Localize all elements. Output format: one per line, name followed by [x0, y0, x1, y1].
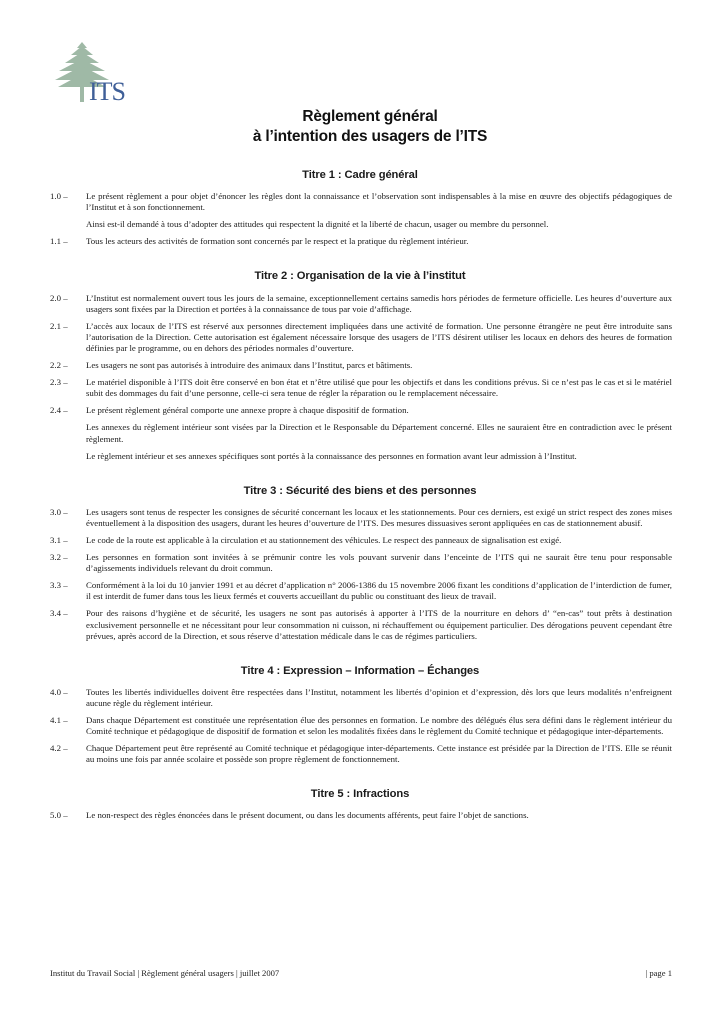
- article-number: 3.2 –: [50, 552, 68, 563]
- article-body: [86, 715, 672, 737]
- article-body: [86, 293, 672, 315]
- logo-text: ITS: [89, 77, 125, 106]
- article-number: 2.4 –: [50, 405, 68, 416]
- article-number: 4.1 –: [50, 715, 68, 725]
- title-line-2: à l’intention des usagers de l’ITS: [252, 128, 488, 145]
- article-paragraph: Toutes les libertés individuelles doivent être respectées dans l’Institut, notamment les libertés d’opinion et d’expression, dès lors que leurs modalités n’enfreignent aucune règle du règlement intérieur.: [86, 686, 672, 708]
- article-paragraph: Le matériel disponible à l’ITS doit être conservé en bon état et n’être utilisé que pour les objectifs et dans les conditions prévus. Si ce n’est pas le cas et si le matériel subit des dommages du fait d’une personne, celle-ci sera tenue de régler la réparation ou le remplacement nécessaire.: [86, 377, 672, 399]
- article-paragraph: Le non-respect des règles énoncées dans le présent document, ou dans les documents afférents, peut faire l’objet de sanctions.: [86, 810, 529, 821]
- article-number: 2.2 –: [50, 360, 68, 371]
- article-item: [50, 191, 672, 230]
- article-number: 4.2 –: [50, 743, 68, 754]
- article-number: 5.0 –: [50, 810, 68, 821]
- article-body: [86, 743, 672, 765]
- article-number: 3.4 –: [50, 608, 68, 619]
- section-title: Titre 4 : Expression – Information – Échanges: [240, 664, 480, 677]
- section-title: Titre 1 : Cadre général: [302, 169, 418, 181]
- article-body: [86, 810, 672, 821]
- article-paragraph: Le présent règlement général comporte une annexe propre à chaque dispositif de formation.: [86, 405, 409, 416]
- article-paragraph: Dans chaque Département est constituée une représentation élue des personnes en formation. Le nombre des délégués élus sera défini dans le règlement intérieur du Comité technique et pédagogique de dispositif de formation et selon les modalités fixées dans le règlement du Comité technique et pédagogique inter-départements.: [86, 715, 672, 737]
- article-number: 3.0 –: [50, 506, 68, 517]
- article-paragraph: Les annexes du règlement intérieur sont visées par la Direction et le Responsable du Département concerné. Elles ne sauraient être en contradiction avec le présent règlement.: [86, 422, 672, 444]
- article-item: [50, 743, 672, 765]
- article-body: [86, 360, 672, 371]
- article-item: [50, 687, 672, 709]
- article-item: [50, 608, 672, 641]
- document-body: [50, 170, 672, 828]
- article-body: [86, 377, 672, 399]
- article-paragraph: Conformément à la loi du 10 janvier 1991 et au décret d’application n° 2006-1386 du 15 novembre 2006 fixant les conditions d’application de l’interdiction de fumer, il est interdit de fumer dans tous les lieux fermés et couverts accueillant du public ou constituant des lieux de travail.: [86, 580, 672, 602]
- article-paragraph: Chaque Département peut être représenté au Comité technique et pédagogique inter-départements. Cette instance est présidée par la Direction de l’ITS. Elle se réunit au moins une fois par année scolaire et possède son propre règlement de fonctionnement.: [86, 743, 672, 765]
- article-paragraph: Le code de la route est applicable à la circulation et au stationnement des véhicules. Le respect des panneaux de signalisation est exigé.: [86, 534, 562, 545]
- its-logo: [52, 40, 132, 106]
- cedar-tree-icon: [52, 40, 132, 106]
- article-body: [86, 191, 672, 230]
- document-title: [0, 107, 724, 147]
- page-footer: [50, 968, 672, 978]
- article-body: [86, 608, 672, 641]
- article-number: 2.0 –: [50, 292, 68, 303]
- article-item: [50, 360, 672, 371]
- section-title: Titre 2 : Organisation de la vie à l’institut: [254, 270, 466, 283]
- article-item: [50, 810, 672, 821]
- article-paragraph: Les personnes en formation sont invitées à se prémunir contre les vols pouvant survenir dans l’enceinte de l’ITS qui ne saurait être tenu pour responsable d’agissements individuels relevant du droit commun.: [86, 552, 672, 574]
- article-item: [50, 293, 672, 315]
- section-title: Titre 3 : Sécurité des biens et des personnes: [243, 484, 477, 497]
- article-number: 3.3 –: [50, 580, 68, 591]
- article-paragraph: Les usagers ne sont pas autorisés à introduire des animaux dans l’Institut, parcs et bâtiments.: [86, 360, 413, 371]
- article-item: [50, 507, 672, 529]
- article-item: [50, 321, 672, 354]
- section-title: Titre 5 : Infractions: [310, 788, 410, 801]
- footer-left: Institut du Travail Social | Règlement général usagers | juillet 2007: [50, 968, 280, 978]
- article-item: [50, 405, 672, 461]
- article-paragraph: L’Institut est normalement ouvert tous les jours de la semaine, exceptionnellement certains samedis hors périodes de fermeture officielle. Les heures d’ouverture aux usagers sont fixées par la Direction et portées à la connaissance de tous par voie d’affichage.: [86, 292, 672, 314]
- article-number: 1.1 –: [50, 236, 68, 247]
- article-body: [86, 405, 672, 461]
- article-paragraph: Le présent règlement a pour objet d’énoncer les règles dont la connaissance et l’observation sont indispensables à la mise en œuvre des objectifs pédagogiques de l’Institut et à son fonctionnement.: [86, 191, 672, 213]
- footer-page-number: | page 1: [645, 968, 672, 978]
- article-item: [50, 715, 672, 737]
- article-number: 2.3 –: [50, 377, 68, 388]
- article-body: [86, 507, 672, 529]
- article-paragraph: Le règlement intérieur et ses annexes spécifiques sont portés à la connaissance des personnes en formation avant leur admission à l’Institut.: [86, 450, 577, 461]
- article-body: [86, 535, 672, 546]
- article-paragraph: Pour des raisons d’hygiène et de sécurité, les usagers ne sont pas autorisés à apporter à l’ITS de la nourriture en dehors d’ “en-cas” tout prêts à destination exclusivement personnelle et ne nécessitant pour leur consommation ni cuisson, ni réchauffement ou équipement particulier. Des dérogations peuvent cependant être prévues, après accord de la Direction, et sous réserve d’attestation médicale dans le cas de régimes particuliers.: [86, 608, 672, 641]
- article-body: [86, 321, 672, 354]
- title-line-1: Règlement général: [302, 108, 438, 125]
- article-body: [86, 552, 672, 574]
- article-paragraph: Tous les acteurs des activités de formation sont concernés par le respect et la pratique du règlement intérieur.: [86, 236, 469, 247]
- article-paragraph: Les usagers sont tenus de respecter les consignes de sécurité concernant les locaux et les stationnements. Pour ces derniers, est exigé un strict respect des zones mises éventuellement à la disposition des usagers, durant les heures d’ouverture de l’ITS. Des mesures dissuasives seront appliquées en cas de stationnement abusif.: [86, 506, 672, 528]
- article-body: [86, 687, 672, 709]
- article-paragraph: L’accès aux locaux de l’ITS est réservé aux personnes directement impliquées dans une activité de formation. Une personne étrangère ne peut être introduite sans l’autorisation de la Direction. Cette autorisation est également nécessaire lorsque des usagers de l’ITS désirent utiliser les locaux en dehors des heures de formation définies par le programme, ou en dehors des périodes normales d’ouverture.: [86, 320, 672, 353]
- article-number: 3.1 –: [50, 534, 68, 545]
- article-paragraph: Ainsi est-il demandé à tous d’adopter des attitudes qui respectent la dignité et la liberté de chacun, usager ou membre du personnel.: [86, 219, 549, 230]
- article-item: [50, 580, 672, 602]
- article-item: [50, 377, 672, 399]
- article-item: [50, 552, 672, 574]
- article-item: [50, 535, 672, 546]
- article-item: [50, 236, 672, 247]
- article-body: [86, 236, 672, 247]
- article-number: 4.0 –: [50, 686, 68, 697]
- article-body: [86, 580, 672, 602]
- article-number: 1.0 –: [50, 191, 68, 202]
- article-number: 2.1 –: [50, 320, 68, 331]
